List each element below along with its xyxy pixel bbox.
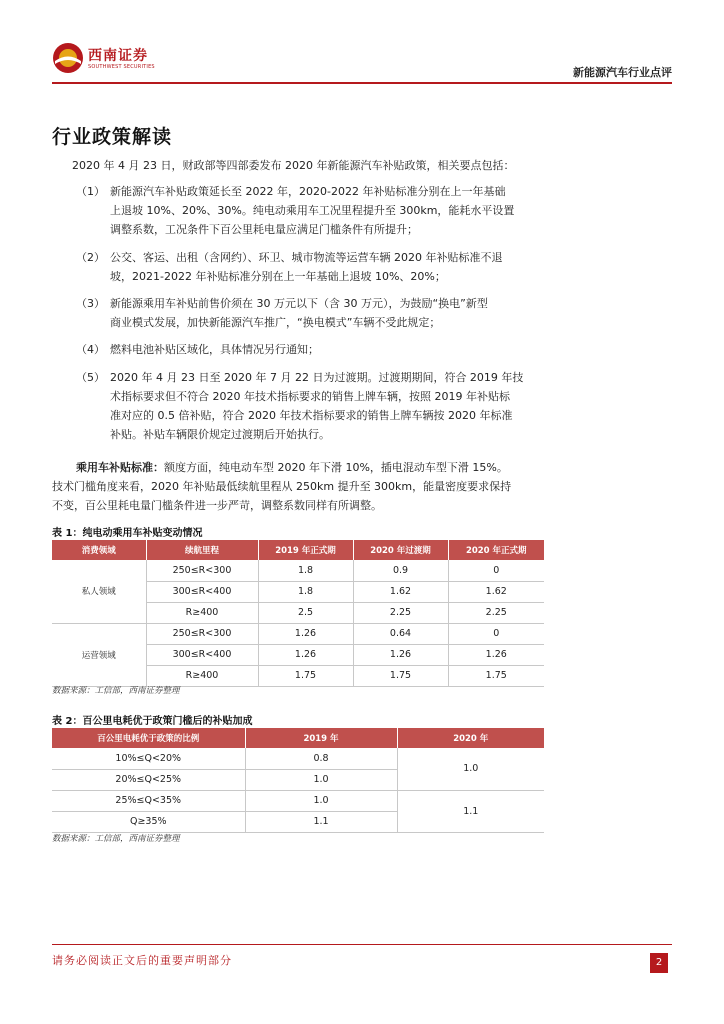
header-divider	[52, 82, 672, 84]
table-cell: Q≥35%	[52, 811, 245, 832]
page-number: 2	[650, 953, 668, 973]
column-header: 2020 年过渡期	[353, 540, 448, 560]
list-line: 坡，2021-2022 年补贴标准分别在上一年基础上退坡 10%、20%；	[110, 270, 446, 283]
section-title: 行业政策解读	[52, 126, 173, 148]
table-row	[52, 790, 544, 811]
table-cell: 20%≤Q<25%	[52, 769, 245, 790]
table-cell: 2.5	[258, 602, 353, 623]
table-cell: 1.26	[353, 644, 448, 665]
table-cell: 1.8	[258, 581, 353, 602]
table-cell: 300≤R<400	[146, 644, 258, 665]
table-row	[52, 748, 544, 769]
company-logo	[52, 42, 212, 76]
standard-line: 额度方面，纯电动车型 2020 年下滑 10%，插电混动车型下滑 15%。	[164, 461, 508, 474]
list-line: 燃料电池补贴区域化，具体情况另行通知；	[110, 343, 319, 356]
column-header: 百公里电耗优于政策的比例	[52, 728, 245, 748]
table-cell: 0.64	[353, 623, 448, 644]
list-number: （3）	[76, 297, 105, 310]
table-cell: R≥400	[146, 602, 258, 623]
table-cell: 300≤R<400	[146, 581, 258, 602]
table-cell: 1.26	[258, 623, 353, 644]
table-cell: 0.8	[245, 748, 397, 769]
column-header: 2020 年	[397, 728, 544, 748]
table-cell: 1.26	[258, 644, 353, 665]
table2-caption: 表 2：百公里电耗优于政策门槛后的补贴加成	[52, 716, 253, 727]
merged-cell: 1.0	[397, 748, 544, 790]
standard-line: 技术门槛角度来看，2020 年补贴最低续航里程从 250km 提升至 300km，能量密度要求保持	[52, 480, 512, 493]
standard-line: 不变，百公里耗电量门槛条件进一步严苛，调整系数同样有所调整。	[52, 499, 382, 512]
list-line: 商业模式发展，加快新能源汽车推广，“换电模式”车辆不受此规定；	[110, 316, 441, 329]
list-number: （2）	[76, 251, 105, 264]
merged-cell: 1.1	[397, 790, 544, 832]
table-row	[52, 560, 544, 581]
table2	[52, 728, 544, 833]
list-number: （1）	[76, 185, 105, 198]
table-header-row	[52, 540, 544, 560]
table-cell: 1.1	[245, 811, 397, 832]
column-header: 消费领域	[52, 540, 146, 560]
standard-paragraph	[76, 458, 508, 477]
list-line: 术指标要求但不符合 2020 年技术指标要求的销售上牌车辆，按照 2019 年补贴标	[110, 390, 510, 403]
table-cell: 2.25	[353, 602, 448, 623]
list-line: 公交、客运、出租（含网约）、环卫、城市物流等运营车辆 2020 年补贴标准不退	[110, 251, 503, 264]
table-header-row	[52, 728, 544, 748]
table-cell: 10%≤Q<20%	[52, 748, 245, 769]
list-line: 上退坡 10%、20%、30%。纯电动乘用车工况里程提升至 300km，能耗水平设置	[110, 204, 515, 217]
table-cell: 1.8	[258, 560, 353, 581]
table-cell: 1.62	[448, 581, 544, 602]
table2-source: 数据来源：工信部，西南证券整理	[52, 834, 180, 844]
logo-emblem-icon	[52, 42, 84, 74]
table-cell: 1.75	[258, 665, 353, 686]
table1-caption: 表 1：纯电动乘用车补贴变动情况	[52, 528, 203, 539]
footer-disclaimer: 请务必阅读正文后的重要声明部分	[52, 954, 232, 967]
table1-source: 数据来源：工信部，西南证券整理	[52, 686, 180, 696]
table-cell: 1.75	[448, 665, 544, 686]
table-cell: 25%≤Q<35%	[52, 790, 245, 811]
list-line: 调整系数，工况条件下百公里耗电量应满足门槛条件有所提升；	[110, 223, 418, 236]
table-cell: 1.75	[353, 665, 448, 686]
table-row	[52, 623, 544, 644]
logo-english-name: SOUTHWEST SECURITIES	[88, 64, 155, 70]
report-title: 新能源汽车行业点评	[573, 66, 672, 79]
group-label: 私人领域	[52, 560, 146, 623]
list-number: （4）	[76, 343, 105, 356]
table-cell: 1.0	[245, 790, 397, 811]
list-line: 新能源汽车补贴政策延长至 2022 年，2020-2022 年补贴标准分别在上一年基础	[110, 185, 506, 198]
intro-paragraph: 2020 年 4 月 23 日，财政部等四部委发布 2020 年新能源汽车补贴政策，相关要点包括：	[72, 159, 515, 172]
table-cell: 1.0	[245, 769, 397, 790]
table-cell: 250≤R<300	[146, 560, 258, 581]
table-cell: 0.9	[353, 560, 448, 581]
table-cell: 250≤R<300	[146, 623, 258, 644]
table-cell: 0	[448, 623, 544, 644]
table-cell: 2.25	[448, 602, 544, 623]
table1	[52, 540, 544, 687]
column-header: 2020 年正式期	[448, 540, 544, 560]
footer-divider	[52, 944, 672, 945]
list-number: （5）	[76, 371, 105, 384]
column-header: 续航里程	[146, 540, 258, 560]
list-line: 新能源乘用车补贴前售价须在 30 万元以下（含 30 万元），为鼓励“换电”新型	[110, 297, 488, 310]
table-cell: R≥400	[146, 665, 258, 686]
column-header: 2019 年	[245, 728, 397, 748]
list-line: 补贴。补贴车辆限价规定过渡期后开始执行。	[110, 428, 330, 441]
table-cell: 1.62	[353, 581, 448, 602]
group-label: 运营领域	[52, 623, 146, 686]
list-line: 2020 年 4 月 23 日至 2020 年 7 月 22 日为过渡期。过渡期期间，符合 2019 年技	[110, 371, 524, 384]
column-header: 2019 年正式期	[258, 540, 353, 560]
standard-label: 乘用车补贴标准：	[76, 461, 164, 474]
table-cell: 0	[448, 560, 544, 581]
list-line: 准对应的 0.5 倍补贴，符合 2020 年技术指标要求的销售上牌车辆按 2020 年标准	[110, 409, 513, 422]
logo-chinese-name: 西南证券	[88, 48, 148, 64]
table-cell: 1.26	[448, 644, 544, 665]
